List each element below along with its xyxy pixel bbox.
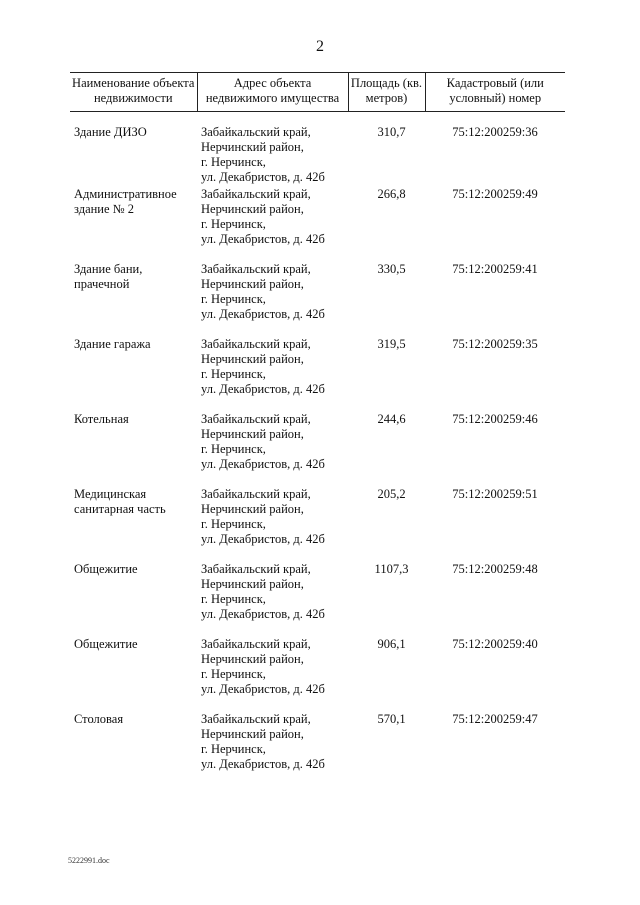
object-address <box>197 412 348 487</box>
cadastral-number: 75:12:200259:41 <box>452 262 538 276</box>
object-name: Здание гаража <box>74 337 151 351</box>
address-line: ул. Декабристов, д. 42б <box>201 607 325 621</box>
object-area: 319,5 <box>377 337 406 351</box>
object-area: 330,5 <box>377 262 406 276</box>
object-name: Здание бани, прачечной <box>74 262 143 291</box>
object-area: 205,2 <box>377 487 406 501</box>
object-area: 906,1 <box>377 637 406 651</box>
address-line: ул. Декабристов, д. 42б <box>201 307 325 321</box>
address-line: ул. Декабристов, д. 42б <box>201 170 325 184</box>
address-line: Нерчинский район, <box>201 427 304 441</box>
page-number: 2 <box>316 38 324 55</box>
object-name: Медицинская санитарная часть <box>74 487 166 516</box>
cadastral-number: 75:12:200259:36 <box>452 125 538 139</box>
address-line: Забайкальский край, <box>201 337 311 351</box>
address-line: Нерчинский район, <box>201 140 304 154</box>
table-row <box>70 187 565 262</box>
address-line: г. Нерчинск, <box>201 742 266 756</box>
object-address <box>197 712 348 787</box>
address-line: г. Нерчинск, <box>201 155 266 169</box>
cadastral-number: 75:12:200259:47 <box>452 712 538 726</box>
address-line: Нерчинский район, <box>201 202 304 216</box>
table-row <box>70 112 565 188</box>
table-row <box>70 637 565 712</box>
address-line: Забайкальский край, <box>201 562 311 576</box>
cadastral-number: 75:12:200259:49 <box>452 187 538 201</box>
object-address <box>197 187 348 262</box>
table-row <box>70 262 565 337</box>
object-name: Здание ДИЗО <box>74 125 147 139</box>
address-line: Забайкальский край, <box>201 187 311 201</box>
table-row <box>70 337 565 412</box>
address-line: ул. Декабристов, д. 42б <box>201 682 325 696</box>
address-line: г. Нерчинск, <box>201 592 266 606</box>
address-line: ул. Декабристов, д. 42б <box>201 532 325 546</box>
address-line: г. Нерчинск, <box>201 667 266 681</box>
address-line: г. Нерчинск, <box>201 217 266 231</box>
object-area: 570,1 <box>377 712 406 726</box>
table-body <box>70 112 565 788</box>
address-line: Нерчинский район, <box>201 652 304 666</box>
table-row <box>70 712 565 787</box>
cadastral-number: 75:12:200259:40 <box>452 637 538 651</box>
object-area: 266,8 <box>377 187 406 201</box>
cadastral-number: 75:12:200259:51 <box>452 487 538 501</box>
object-name: Столовая <box>74 712 124 726</box>
cadastral-number: 75:12:200259:46 <box>452 412 538 426</box>
address-line: ул. Декабристов, д. 42б <box>201 232 325 246</box>
header-cadastral: Кадастровый (или условный) номер <box>425 73 565 112</box>
address-line: Забайкальский край, <box>201 637 311 651</box>
address-line: г. Нерчинск, <box>201 442 266 456</box>
table-header <box>70 73 565 112</box>
object-name: Общежитие <box>74 562 138 576</box>
object-address <box>197 262 348 337</box>
address-line: Нерчинский район, <box>201 277 304 291</box>
address-line: г. Нерчинск, <box>201 292 266 306</box>
property-table <box>70 72 565 787</box>
table-row <box>70 562 565 637</box>
address-line: Нерчинский район, <box>201 727 304 741</box>
address-line: г. Нерчинск, <box>201 517 266 531</box>
object-area: 244,6 <box>377 412 406 426</box>
address-line: Забайкальский край, <box>201 712 311 726</box>
footer-filename: 5222991.doc <box>68 856 110 865</box>
address-line: ул. Декабристов, д. 42б <box>201 457 325 471</box>
header-name: Наименование объекта недвижимости <box>70 73 197 112</box>
address-line: Забайкальский край, <box>201 125 311 139</box>
object-address <box>197 487 348 562</box>
address-line: ул. Декабристов, д. 42б <box>201 757 325 771</box>
table-row <box>70 412 565 487</box>
header-area: Площадь (кв. метров) <box>348 73 425 112</box>
address-line: г. Нерчинск, <box>201 367 266 381</box>
cadastral-number: 75:12:200259:35 <box>452 337 538 351</box>
object-address <box>197 337 348 412</box>
cadastral-number: 75:12:200259:48 <box>452 562 538 576</box>
address-line: Забайкальский край, <box>201 412 311 426</box>
address-line: Забайкальский край, <box>201 262 311 276</box>
object-address <box>197 112 348 188</box>
object-address <box>197 637 348 712</box>
object-name: Котельная <box>74 412 129 426</box>
header-address: Адрес объекта недвижимого имущества <box>197 73 348 112</box>
object-name: Административное здание № 2 <box>74 187 177 216</box>
object-address <box>197 562 348 637</box>
table-header-row <box>70 73 565 112</box>
address-line: Нерчинский район, <box>201 502 304 516</box>
table-row <box>70 487 565 562</box>
object-area: 310,7 <box>377 125 406 139</box>
address-line: Нерчинский район, <box>201 352 304 366</box>
object-name: Общежитие <box>74 637 138 651</box>
address-line: Забайкальский край, <box>201 487 311 501</box>
object-area: 1107,3 <box>374 562 409 576</box>
address-line: Нерчинский район, <box>201 577 304 591</box>
address-line: ул. Декабристов, д. 42б <box>201 382 325 396</box>
